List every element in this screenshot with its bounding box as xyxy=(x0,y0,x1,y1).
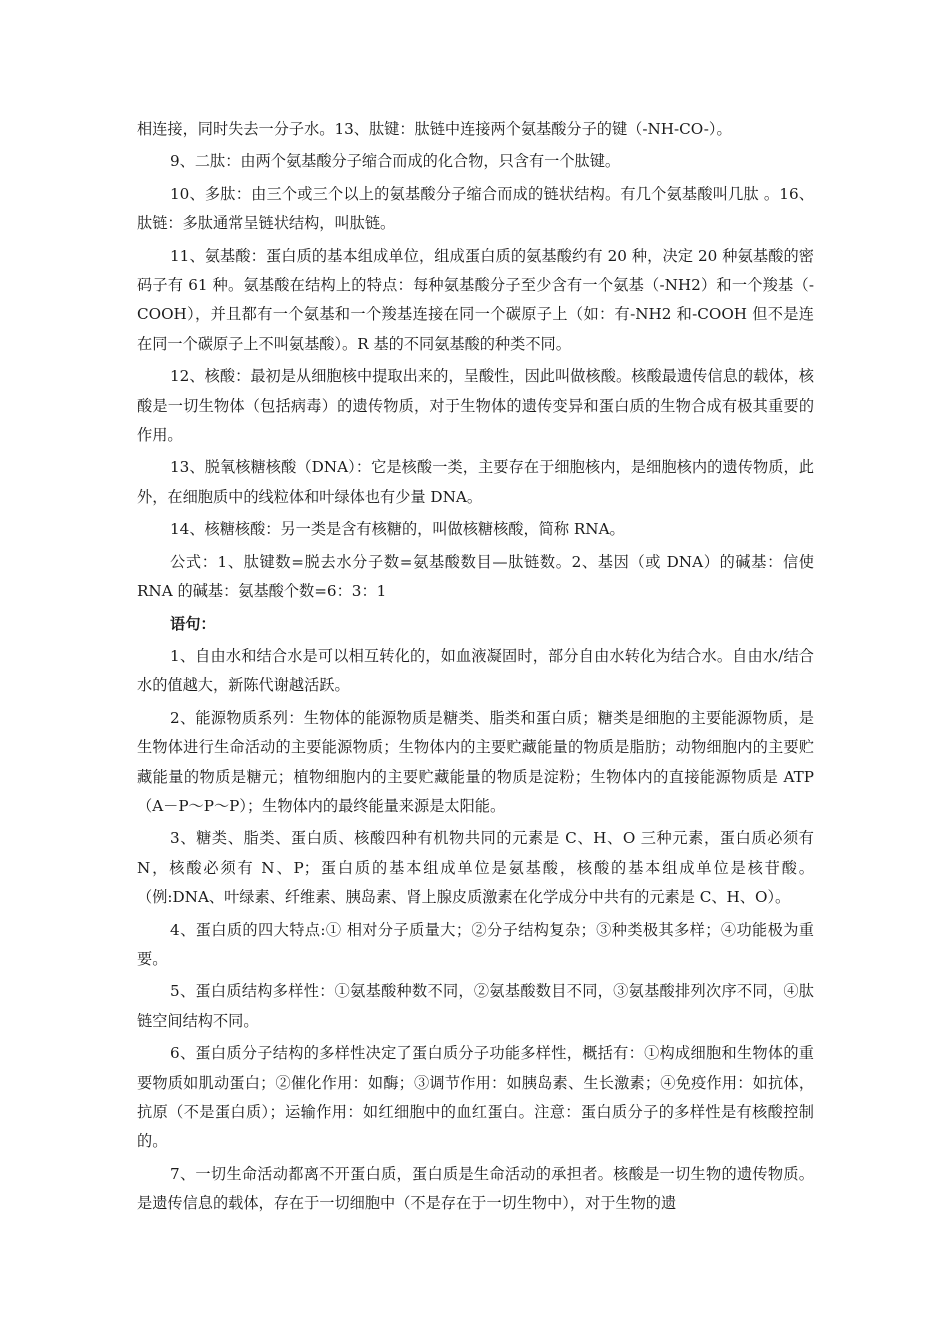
statement-protein-diversity: 5、蛋白质结构多样性：①氨基酸种数不同，②氨基酸数目不同，③氨基酸排列次序不同，④肽链空间结构不同。 xyxy=(137,982,814,1030)
paragraph-nucleic-acid: 12、核酸：最初是从细胞核中提取出来的，呈酸性，因此叫做核酸。核酸最遗传信息的载体，核酸是一切生物体（包括病毒）的遗传物质，对于生物体的遗传变异和蛋白质的生物合成有极其重要的作用。 xyxy=(137,367,814,445)
paragraph-rna: 14、核糖核酸：另一类是含有核糖的，叫做核糖核酸，简称 RNA。 xyxy=(170,520,625,539)
paragraph-dna: 13、脱氧核糖核酸（DNA）：它是核酸一类，主要存在于细胞核内，是细胞核内的遗传物质，此外，在细胞质中的线粒体和叶绿体也有少量 DNA。 xyxy=(137,458,814,506)
paragraph-amino-acid: 11、氨基酸：蛋白质的基本组成单位，组成蛋白质的氨基酸约有 20 种，决定 20 种氨基酸的密码子有 61 种。氨基酸在结构上的特点：每种氨基酸分子至少含有一个氨基（-NH2）和一个羧基（-COOH），并且都有一个氨基和一个羧基连接在同一个碳原子上（如：有-NH2 和-COOH 但不是连在同一个碳原子上不叫氨基酸）。R 基的不同氨基酸的种类不同。 xyxy=(137,246,814,353)
statement-water: 1、自由水和结合水是可以相互转化的，如血液凝固时，部分自由水转化为结合水。自由水/结合水的值越大，新陈代谢越活跃。 xyxy=(137,646,814,695)
statement-protein-functions: 6、蛋白质分子结构的多样性决定了蛋白质分子功能多样性，概括有：①构成细胞和生物体的重要物质如肌动蛋白；②催化作用：如酶；③调节作用：如胰岛素、生长激素；④免疫作用：如抗体，抗原（不是蛋白质）；运输作用：如红细胞中的血红蛋白。注意：蛋白质分子的多样性是有核酸控制的。 xyxy=(137,1044,814,1151)
statement-protein-features: 4、蛋白质的四大特点:① 相对分子质量大；②分子结构复杂；③种类极其多样；④功能极为重要。 xyxy=(137,920,814,968)
paragraph-peptide-bond: 相连接，同时失去一分子水。13、肽键：肽链中连接两个氨基酸分子的键（-NH-CO-）。 xyxy=(137,120,732,138)
paragraph-formula: 公式：1、肽键数=脱去水分子数=氨基酸数目—肽链数。2、基因（或 DNA）的碱基：信使 RNA 的碱基：氨基酸个数=6：3：1 xyxy=(137,552,814,601)
statement-elements: 3、糖类、脂类、蛋白质、核酸四种有机物共同的元素是 C、H、O 三种元素，蛋白质必须有 N，核酸必须有 N、P；蛋白质的基本组成单位是氨基酸，核酸的基本组成单位是核苷酸。（例:DNA、叶绿素、纤维素、胰岛素、肾上腺皮质激素在化学成分中共有的元素是 C、H、O）。 xyxy=(137,829,814,907)
document-body xyxy=(137,115,814,1222)
statement-life-activity: 7、一切生命活动都离不开蛋白质，蛋白质是生命活动的承担者。核酸是一切生物的遗传物质。是遗传信息的载体，存在于一切细胞中（不是存在于一切生物中），对于生物的遗 xyxy=(137,1164,814,1213)
paragraph-polypeptide: 10、多肽：由三个或三个以上的氨基酸分子缩合而成的链状结构。有几个氨基酸叫几肽 。16、肽链：多肽通常呈链状结构，叫肽链。 xyxy=(137,184,814,233)
paragraph-dipeptide: 9、二肽：由两个氨基酸分子缩合而成的化合物，只含有一个肽键。 xyxy=(170,152,621,171)
statement-energy: 2、能源物质系列：生物体的能源物质是糖类、脂类和蛋白质；糖类是细胞的主要能源物质，是生物体进行生命活动的主要能源物质；生物体内的主要贮藏能量的物质是脂肪；动物细胞内的主要贮藏能量的物质是糖元；植物细胞内的主要贮藏能量的物质是淀粉；生物体内的直接能源物质是 ATP（A－P～P～P）；生物体内的最终能量来源是太阳能。 xyxy=(137,708,814,815)
section-heading: 语句： xyxy=(170,614,216,633)
